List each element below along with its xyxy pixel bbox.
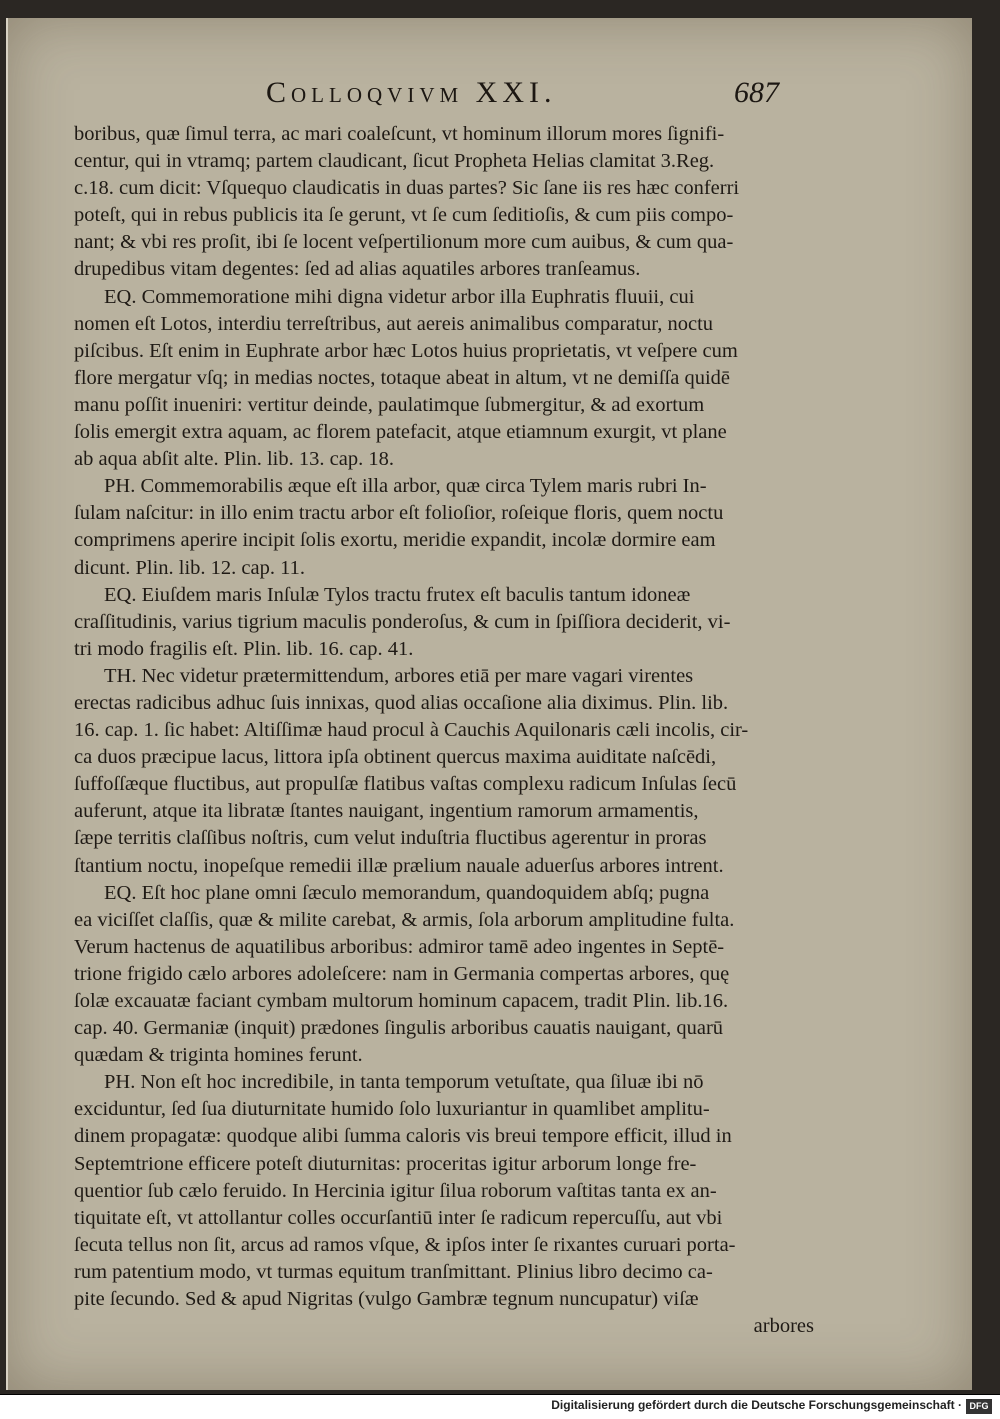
- text-line: ab aqua abſit alte. Plin. lib. 13. cap. 18.: [74, 448, 394, 471]
- text-line: EQ. Commemoratione mihi digna videtur arbor illa Euphratis fluuii, cui: [104, 285, 695, 308]
- text-line: 16. cap. 1. ſic habet: Altiſſimæ haud procul à Cauchis Aquilonaris cæli incolis, cir-: [74, 719, 749, 742]
- text-line: trione frigido cælo arbores adoleſcere: nam in Germania compertas arbores, quę: [74, 962, 730, 985]
- text-line: piſcibus. Eſt enim in Euphrate arbor hæc Lotos huius proprietatis, vt veſpere cum: [74, 339, 738, 362]
- text-line: TH. Nec videtur prætermittendum, arbores etiā per mare vagari virentes: [104, 664, 694, 687]
- text-line: craſſitudinis, varius tigrium maculis ponderoſus, & cum in ſpiſſiora deciderit, vi-: [74, 610, 731, 633]
- text-line: exciduntur, ſed ſua diuturnitate humido ſolo luxuriantur in quamlibet amplitu-: [74, 1098, 710, 1121]
- text-line: erectas radicibus adhuc ſuis innixas, quod alias occaſione alia diximus. Plin. lib.: [74, 691, 729, 714]
- text-line: ca duos præcipue lacus, littora ipſa obtinent quercus maxima auiditate naſcēdi,: [74, 746, 717, 769]
- text-line: nant; & vbi res proſit, ibi ſe locent veſpertilionum more cum auibus, & cum qua-: [74, 231, 734, 254]
- running-header: [8, 76, 972, 116]
- text-line: comprimens aperire incipit ſolis exortu, meridie expandit, incolæ dormire eam: [74, 529, 716, 552]
- text-line: EQ. Eſt hoc plane omni ſæculo memorandum, quandoquidem abſq; pugna: [104, 881, 710, 904]
- text-line: tri modo fragilis eſt. Plin. lib. 16. cap. 41.: [74, 637, 414, 660]
- text-line: centur, qui in vtramq; partem claudicant, ſicut Propheta Helias clamitat 3.Reg.: [74, 150, 715, 173]
- text-line: poteſt, qui in rebus publicis ita ſe gerunt, vt ſe cum ſeditioſis, & cum piis compo-: [74, 204, 734, 227]
- text-line: Verum hactenus de aquatilibus arboribus: admiror tamē adeo ingentes in Septē-: [74, 935, 725, 958]
- body-text: [74, 121, 814, 1340]
- text-line: drupedibus vitam degentes: ſed ad alias aquatiles arbores tranſeamus.: [74, 258, 641, 281]
- text-line: dinem propagatæ: quodque alibi ſumma caloris vis breui tempore efficit, illud in: [74, 1125, 732, 1148]
- text-line: quædam & triginta homines ferunt.: [74, 1044, 363, 1067]
- text-line: ſolæ excauatæ faciant cymbam multorum hominum capacem, tradit Plin. lib.16.: [74, 990, 729, 1012]
- text-line: ſæpe territis claſſibus noſtris, cum velut induſtria fluctibus agerentur in proras: [74, 827, 707, 850]
- text-line: boribus, quæ ſimul terra, ac mari coaleſcunt, vt hominum illorum mores ſignifi-: [74, 123, 725, 145]
- text-line: Septemtrione efficere poteſt diuturnitas: proceritas igitur arborum longe fre-: [74, 1152, 697, 1175]
- book-page: [6, 18, 972, 1390]
- digitization-footer: [0, 1395, 1000, 1419]
- page-number: 687: [734, 76, 779, 109]
- funding-credit: Digitalisierung gefördert durch die Deutsche Forschungsgemeinschaft ·: [551, 1398, 962, 1412]
- text-line: nomen eſt Lotos, interdiu terreſtribus, aut aereis animalibus comparatur, noctu: [74, 312, 714, 335]
- text-line: ſolis emergit extra aquam, ac florem patefacit, atque etiamnum exurgit, vt plane: [74, 421, 727, 444]
- text-line: manu poſſit inueniri: vertitur deinde, paulatimque ſubmergitur, & ad exortum: [74, 393, 705, 416]
- text-line: ea viciſſet claſſis, quæ & milite carebat, & armis, ſola arborum amplitudine fulta.: [74, 908, 735, 931]
- catchword: arbores: [753, 1315, 814, 1338]
- text-line: ſulam naſcitur: in illo enim tractu arbor eſt folioſior, roſeique floris, quem noctu: [74, 502, 724, 525]
- text-line: tiquitate eſt, vt attollantur colles occurſantiū inter ſe radicum repercuſſu, aut vbi: [74, 1206, 723, 1229]
- text-line: PH. Non eſt hoc incredibile, in tanta temporum vetuſtate, qua ſiluæ ibi nō: [104, 1071, 704, 1094]
- text-line: pite ſecundo. Sed & apud Nigritas (vulgo Gambræ tegnum nuncupatur) viſæ: [74, 1288, 699, 1311]
- text-line: quentior ſub cælo feruido. In Hercinia igitur ſilua roborum vaſtitas tanta ex an-: [74, 1179, 717, 1202]
- text-line: rum patentium modo, vt turmas equitum tranſmittant. Plinius libro decimo ca-: [74, 1260, 713, 1283]
- text-line: ſtantium noctu, inopeſque remedii illæ prælium nauale aduerſus arbores intrent.: [74, 854, 724, 877]
- dfg-logo-icon: DFG: [966, 1399, 992, 1414]
- text-line: flore mergatur vſq; in medias noctes, totaque abeat in altum, vt ne demiſſa quidē: [74, 366, 730, 389]
- page-title: Colloqvivm XXI.: [266, 76, 557, 109]
- text-line: dicunt. Plin. lib. 12. cap. 11.: [74, 556, 305, 579]
- text-line: ſecuta tellus non ſit, arcus ad ramos vſque, & ipſos inter ſe rixantes curuari porta-: [74, 1233, 736, 1256]
- text-line: PH. Commemorabilis æque eſt illa arbor, quæ circa Tylem maris rubri In-: [104, 475, 707, 498]
- text-line: cap. 40. Germaniæ (inquit) prædones ſingulis arboribus cauatis nauigant, quarū: [74, 1017, 724, 1040]
- text-line: EQ. Eiuſdem maris Inſulæ Tylos tractu frutex eſt baculis tantum idoneæ: [104, 583, 691, 606]
- text-line: c.18. cum dicit: Vſquequo claudicatis in duas partes? Sic ſane iis res hæc conferri: [74, 177, 740, 200]
- text-line: ſuffoſſæque fluctibus, aut propulſæ flatibus vaſtas complexu radicum Inſulas ſecū: [74, 773, 737, 796]
- text-line: auferunt, atque ita libratæ ſtantes nauigant, ingentium ramorum armamentis,: [74, 800, 699, 823]
